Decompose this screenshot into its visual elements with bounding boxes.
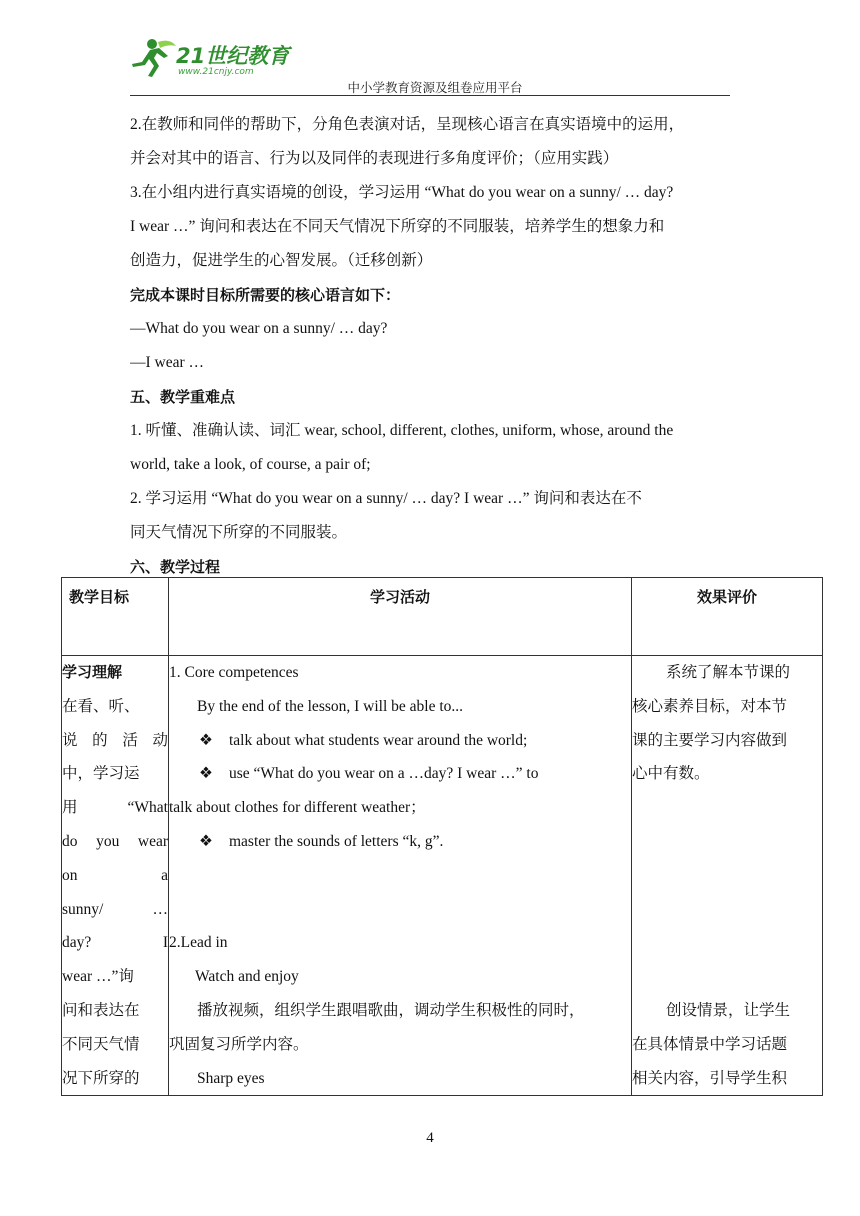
- goal-token: I: [162, 934, 168, 952]
- table-header-row: [62, 578, 823, 656]
- evaluation-line: [632, 791, 822, 825]
- diamond-bullet-icon: ❖: [199, 731, 213, 749]
- goal-token: 问和表达在: [62, 1001, 140, 1019]
- brand-url: www.21cnjy.com: [178, 67, 254, 77]
- intro-line: 2.在教师和同伴的帮助下，分角色表演对话，呈现核心语言在真实语境中的运用，: [130, 116, 685, 133]
- platform-title: 中小学教育资源及组卷应用平台: [347, 80, 523, 95]
- evaluation-line: [632, 859, 822, 893]
- evaluation-line: 心中有数。: [632, 765, 710, 783]
- activity-line: 2.Lead in: [169, 934, 228, 952]
- goal-line: [62, 825, 168, 859]
- activity-line: talk about clothes for different weather；: [169, 799, 426, 817]
- page-number: 4: [426, 1130, 434, 1146]
- activity-line: Sharp eyes: [197, 1069, 265, 1087]
- goal-token: do: [62, 832, 78, 850]
- table-row: [62, 656, 823, 1096]
- section-6-title: 六、教学过程: [130, 558, 221, 576]
- goal-line: [62, 724, 168, 758]
- activity-line: Watch and enjoy: [195, 968, 299, 986]
- evaluation-line: [632, 960, 822, 994]
- activity-bullet-line: ❖ master the sounds of letters “k, g”.: [169, 825, 631, 859]
- teaching-process-table: [61, 577, 823, 1096]
- goal-line: [62, 1062, 168, 1096]
- goal-token: 动: [152, 731, 168, 749]
- evaluation-line: 核心素养目标，对本节: [632, 697, 788, 715]
- header-goal: 教学目标: [62, 578, 169, 656]
- activity-line: 巩固复习所学内容。: [169, 1035, 309, 1053]
- goal-token: 活: [122, 731, 138, 749]
- activity-line: 1. Core competences: [169, 664, 299, 681]
- activity-line: By the end of the lesson, I will be able to...: [197, 697, 464, 715]
- goal-line: [62, 994, 168, 1028]
- evaluation-line: 在具体情景中学习话题: [632, 1035, 788, 1053]
- goal-line: [62, 926, 168, 960]
- section-5-line: world, take a look, of course, a pair of;: [130, 456, 371, 473]
- core-language-title: 完成本课时目标所需要的核心语言如下：: [130, 286, 401, 304]
- activity-line: 播放视频，组织学生跟唱歌曲，调动学生积极性的同时，: [197, 1001, 585, 1019]
- goal-token: “What: [127, 799, 168, 817]
- header-divider: [130, 95, 730, 96]
- goal-cell: [62, 656, 169, 1096]
- core-language-line: —What do you wear on a sunny/ … day?: [130, 320, 388, 337]
- evaluation-line: 相关内容，引导学生积: [632, 1069, 788, 1087]
- intro-line: 创造力，促进学生的心智发展。（迁移创新）: [130, 252, 433, 269]
- diamond-bullet-icon: ❖: [199, 832, 213, 850]
- goal-token: wear: [137, 832, 168, 850]
- goal-token: 况下所穿的: [62, 1069, 140, 1087]
- section-5-title: 五、教学重难点: [130, 388, 236, 406]
- core-language-line: —I wear …: [130, 354, 205, 371]
- activity-bullet-line: ❖ talk about what students wear around the world;: [169, 724, 631, 758]
- evaluation-line: [632, 825, 822, 859]
- running-figure-icon: [128, 36, 178, 80]
- goal-token: you: [96, 832, 120, 850]
- goal-token: on: [62, 866, 78, 884]
- activity-bullet-line: ❖ use “What do you wear on a …day? I wear …” to: [169, 757, 631, 791]
- goal-line: [62, 690, 168, 724]
- brand-name: 21世纪教育: [176, 44, 290, 68]
- evaluation-line: 系统了解本节课的: [666, 664, 791, 681]
- goal-token: 的: [92, 731, 108, 749]
- goal-token: 在看、听、: [62, 697, 140, 715]
- evaluation-line: [632, 893, 822, 927]
- goal-line: [62, 1028, 168, 1062]
- evaluation-cell: [632, 656, 823, 1096]
- goal-line: [62, 791, 168, 825]
- section-5-line: 2. 学习运用 “What do you wear on a sunny/ … day? I wear …” 询问和表达在不: [130, 490, 642, 507]
- goal-token: …: [152, 900, 168, 918]
- evaluation-line: [632, 926, 822, 960]
- document-body: [130, 108, 732, 584]
- goal-title: 学习理解: [62, 663, 123, 681]
- section-5-line: 同天气情况下所穿的不同服装。: [130, 524, 348, 541]
- activity-cell: [169, 656, 632, 1096]
- goal-token: wear …”询: [62, 968, 134, 986]
- diamond-bullet-icon: ❖: [199, 765, 213, 783]
- goal-line: [62, 960, 168, 994]
- goal-line: [62, 859, 168, 893]
- evaluation-line: 课的主要学习内容做到: [632, 731, 788, 749]
- section-5-line: 1. 听懂、准确认读、词汇 wear, school, different, clothes, uniform, whose, around the: [130, 422, 674, 439]
- goal-token: 中，学习运: [62, 765, 140, 783]
- goal-token: day?: [62, 934, 92, 952]
- goal-token: sunny/: [62, 900, 104, 918]
- intro-line: 并会对其中的语言、行为以及同伴的表现进行多角度评价；（应用实践）: [130, 150, 619, 167]
- goal-token: a: [161, 866, 168, 884]
- site-logo: [128, 36, 318, 82]
- header-evaluation: 效果评价: [632, 578, 823, 656]
- goal-token: 说: [62, 731, 78, 749]
- evaluation-line: 创设情景，让学生: [666, 1001, 791, 1019]
- goal-token: 不同天气情: [62, 1035, 140, 1053]
- intro-line: I wear …” 询问和表达在不同天气情况下所穿的不同服装，培养学生的想象力和: [130, 218, 665, 235]
- header-activity: 学习活动: [169, 578, 632, 656]
- intro-line: 3.在小组内进行真实语境的创设，学习运用 “What do you wear on a sunny/ … day?: [130, 184, 674, 201]
- activity-line: [169, 859, 631, 893]
- goal-token: 用: [62, 799, 78, 817]
- activity-line: [169, 893, 631, 927]
- goal-line: [62, 757, 168, 791]
- goal-line: [62, 893, 168, 927]
